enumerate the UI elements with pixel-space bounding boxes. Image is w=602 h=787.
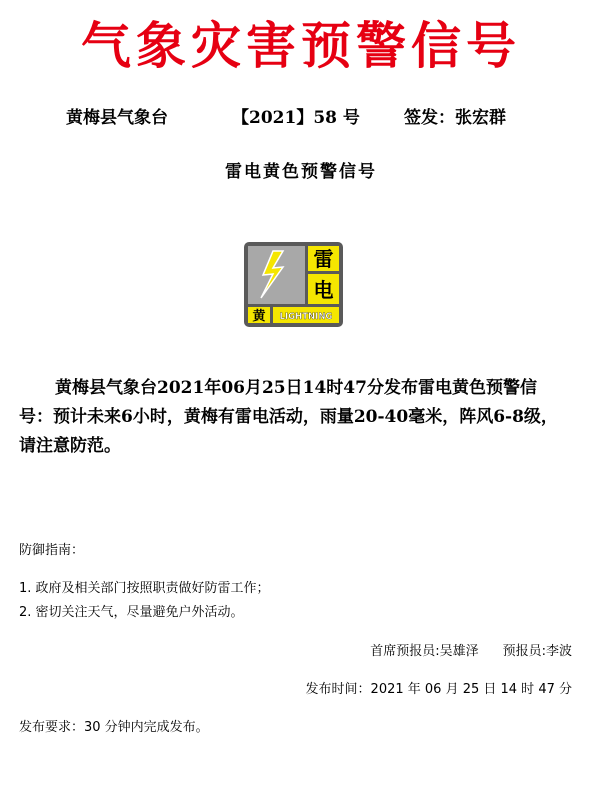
publish-requirement: 发布要求：30 分钟内完成发布。 [19, 720, 209, 735]
icon-char-bottom: 电 [313, 278, 334, 302]
document-number: 【2021】58 号 [232, 108, 360, 128]
icon-english-label: LIGHTNING [279, 312, 333, 322]
forecaster-line [370, 643, 572, 661]
lightning-yellow-signal-icon [243, 241, 344, 328]
forecaster: 预报员:李波 [502, 644, 572, 659]
signal-name: 雷电黄色预警信号 [225, 162, 377, 182]
issuer-name: 黄梅县气象台 [66, 108, 168, 128]
chief-forecaster: 首席预报员:吴雄泽 [370, 644, 479, 659]
warning-body: 黄梅县气象台2021年06月25日14时47分发布雷电黄色预警信号：预计未来6小时，黄梅有雷电活动，雨量20-40毫米，阵风6-8级，请注意防范。 [19, 378, 558, 456]
issue-time: 发布时间：2021 年 06 月 25 日 14 时 47 分 [305, 682, 572, 697]
guidance-item-1: 1. 政府及相关部门按照职责做好防雷工作； [19, 581, 270, 596]
icon-level-char: 黄 [252, 309, 266, 324]
guidance-item-2: 2. 密切关注天气，尽量避免户外活动。 [19, 605, 244, 620]
document-title: 气象灾害预警信号 [81, 16, 521, 75]
guidance-heading: 防御指南： [19, 543, 85, 558]
signer: 签发：张宏群 [404, 108, 506, 128]
icon-char-top: 雷 [313, 247, 334, 271]
